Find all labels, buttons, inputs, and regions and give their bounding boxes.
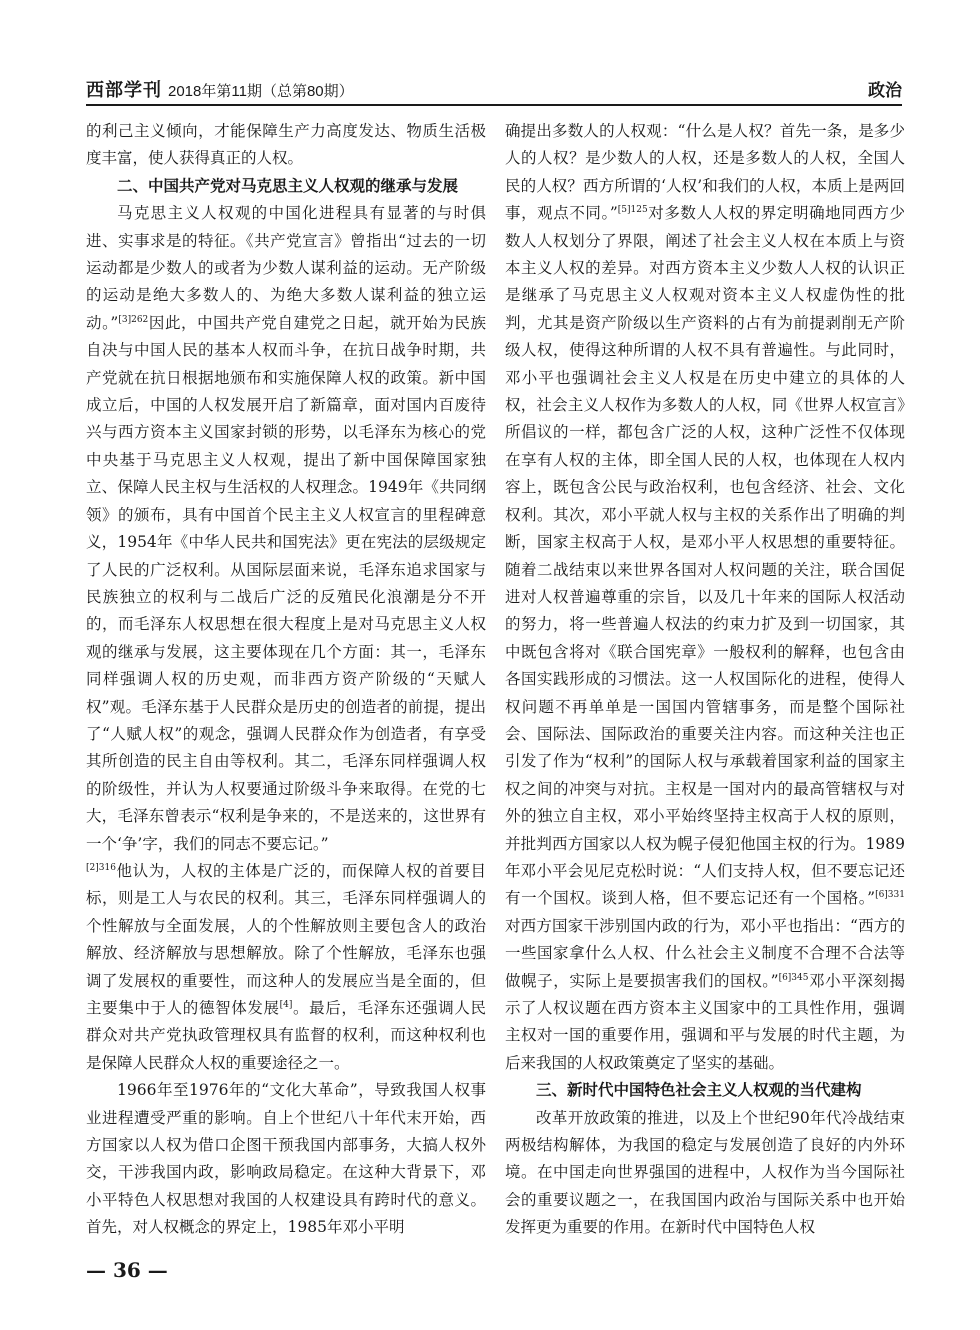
left-column [86,118,486,1242]
paragraph: 马克思主义人权观的中国化进程具有显著的与时俱进、实事求是的特征。《共产党宣言》曾指出“过去的一切运动都是少数人的或者为少数人谋利益的运动。无产阶级的运动是绝大多数人的、为绝大多数人谋利益的独立运动。”$^{[3]262}$因此，中国共产党自建党之日起，就开始为民族自决与中国人民的基本人权而斗争，在抗日战争时期，共产党就在抗日根据地颁布和实施保障人权的政策。新中国成立后，中国的人权发展开启了新篇章，面对国内百废待兴与西方资本主义国家封锁的形势，以毛泽东为核心的党中央基于马克思主义人权观，提出了新中国保障国家独立、保障人民主权与生活权的人权理念。1949年《共同纲领》的颁布，具有中国首个民主主义人权宣言的里程碑意义，1954年《中华人民共和国宪法》更在宪法的层级规定了人民的广泛权利。从国际层面来说，毛泽东追求国家与民族独立的权利与二战后广泛的反殖民化浪潮是分不开的，而毛泽东人权思想在很大程度上是对马克思主义人权观的继承与发展，这主要体现在几个方面：其一，毛泽东同样强调人权的历史观，而非西方资产阶级的“天赋人权”观。毛泽东基于人民群众是历史的创造者的前提，提出了“人赋人权”的观念，强调人民群众作为创造者，有享受其所创造的民主自由等权利。其二，毛泽东同样强调人权的阶级性，并认为人权要通过阶级斗争来取得。在党的七大，毛泽东曾表示“权利是争来的，不是送来的，这世界有一个‘争’字，我们的同志不要忘记。” [86,204,486,853]
paragraph: 1966年至1976年的“文化大革命”，导致我国人权事业进程遭受严重的影响。自上个世纪八十年代末开始，西方国家以人权为借口企图干预我国内部事务，大搞人权外交，干涉我国内政，影响政局稳定。在这种大背景下，邓小平特色人权思想对我国的人权建设具有跨时代的意义。首先，对人权概念的界定上，1985年邓小平明 [86,1081,486,1237]
citation: [6]331 [875,890,905,901]
paragraph: 的利己主义倾向，才能保障生产力高度发达、物质生活极度丰富，使人获得真正的人权。 [86,122,486,168]
running-header [86,76,902,100]
section-heading: 三、新时代中国特色社会主义人权观的当代建构 [536,1082,862,1100]
issue-info: 2018年第11期（总第80期） [168,83,354,100]
section-heading: 二、中国共产党对马克思主义人权观的继承与发展 [117,177,459,195]
page-number: — 36 — [86,1258,168,1282]
header-journal-info [86,76,354,102]
citation: [5]125 [617,205,648,216]
paragraph: 确提出多数人的人权观：“什么是人权？首先一条，是多少人的人权？是少数人的人权，还是多数人的人权，全国人民的人权？西方所谓的‘人权’和我们的人权，本质上是两回事，观点不同。”$^{[5]125}$对多数人人权的界定明确地同西方少数人人权划分了界限，阐述了社会主义人权在本质上与资本主义人权的差异。对西方资本主义少数人人权的认识正是继承了马克思主义人权观对资本主义人权虚伪性的批判，尤其是资产阶级以生产资料的占有为前提剥削无产阶级人权，使得这种所谓的人权不具有普遍性。与此同时，邓小平也强调社会主义人权是在历史中建立的具体的人权，社会主义人权作为多数人的人权，同《世界人权宣言》所倡议的一样，都包含广泛的人权，这种广泛性不仅体现在享有人权的主体，即全国人民的人权，也体现在人权内容上，既包含公民与政治权利，也包含经济、社会、文化权利。其次，邓小平就人权与主权的关系作出了明确的判断，国家主权高于人权，是邓小平人权思想的重要特征。随着二战结束以来世界各国对人权问题的关注，联合国促进对人权普遍尊重的宗旨，以及几十年来的国际人权活动的努力，将一些普遍人权法的约束力扩及到一切国家，其中既包含将对《联合国宪章》一般权利的解释，也包含由各国实践形成的习惯法。这一人权国际化的进程，使得人权问题不再单单是一国国内管辖事务，而是整个国际社会、国际法、国际政治的重要关注内容。而这种关注也正引发了作为“权利”的国际人权与承载着国家利益的国家主权之间的冲突与对抗。主权是一国对内的最高管辖权与对外的独立自主权，邓小平始终坚持主权高于人权的原则，并批判西方国家以人权为幌子侵犯他国主权的行为。1989年邓小平会见尼克松时说：“人们支持人权，但不要忘记还有一个国权。谈到人格，但不要忘记还有一个国格。”$^{[6]331}$对西方国家干涉别国内政的行为，邓小平也指出：“西方的一些国家拿什么人权、什么社会主义制度不合理不合法等做幌子，实际上是要损害我们的国权。”$^{[6]345}$邓小平深刻揭示了人权议题在西方资本主义国家中的工具性作用，强调主权对一国的重要作用，强调和平与发展的时代主题，为后来我国的人权政策奠定了坚实的基础。 [505,122,905,1072]
citation: [6]345 [778,972,809,983]
section-label: 政治 [868,81,902,100]
journal-title: 西部学刊 [86,80,162,101]
citation: [4] [279,999,293,1010]
header-rule [86,104,902,106]
citation: [3]262 [118,314,149,325]
paragraph: $^{[2]316}$他认为，人权的主体是广泛的，而保障人权的首要目标，则是工人与农民的权利。其三，毛泽东同样强调人的个性解放与全面发展，人的个性解放则主要包含人的政治解放、经济解放与思想解放。除了个性解放，毛泽东也强调了发展权的重要性，而这种人的发展应当是全面的，但主要集中于人的德智体发展[4]。最后，毛泽东还强调人民群众对共产党执政管理权具有监督的权利，而这种权利也是保障人民群众人权的重要途径之一。 [86,861,486,1072]
citation: [2]316 [86,862,116,873]
right-column [505,118,905,1242]
paragraph: 改革开放政策的推进，以及上个世纪90年代冷战结束两极结构解体，为我国的稳定与发展创造了良好的内外环境。在中国走向世界强国的进程中，人权作为当今国际社会的重要议题之一，在我国国内政治与国际关系中也开始发挥更为重要的作用。在新时代中国特色人权 [505,1108,905,1237]
